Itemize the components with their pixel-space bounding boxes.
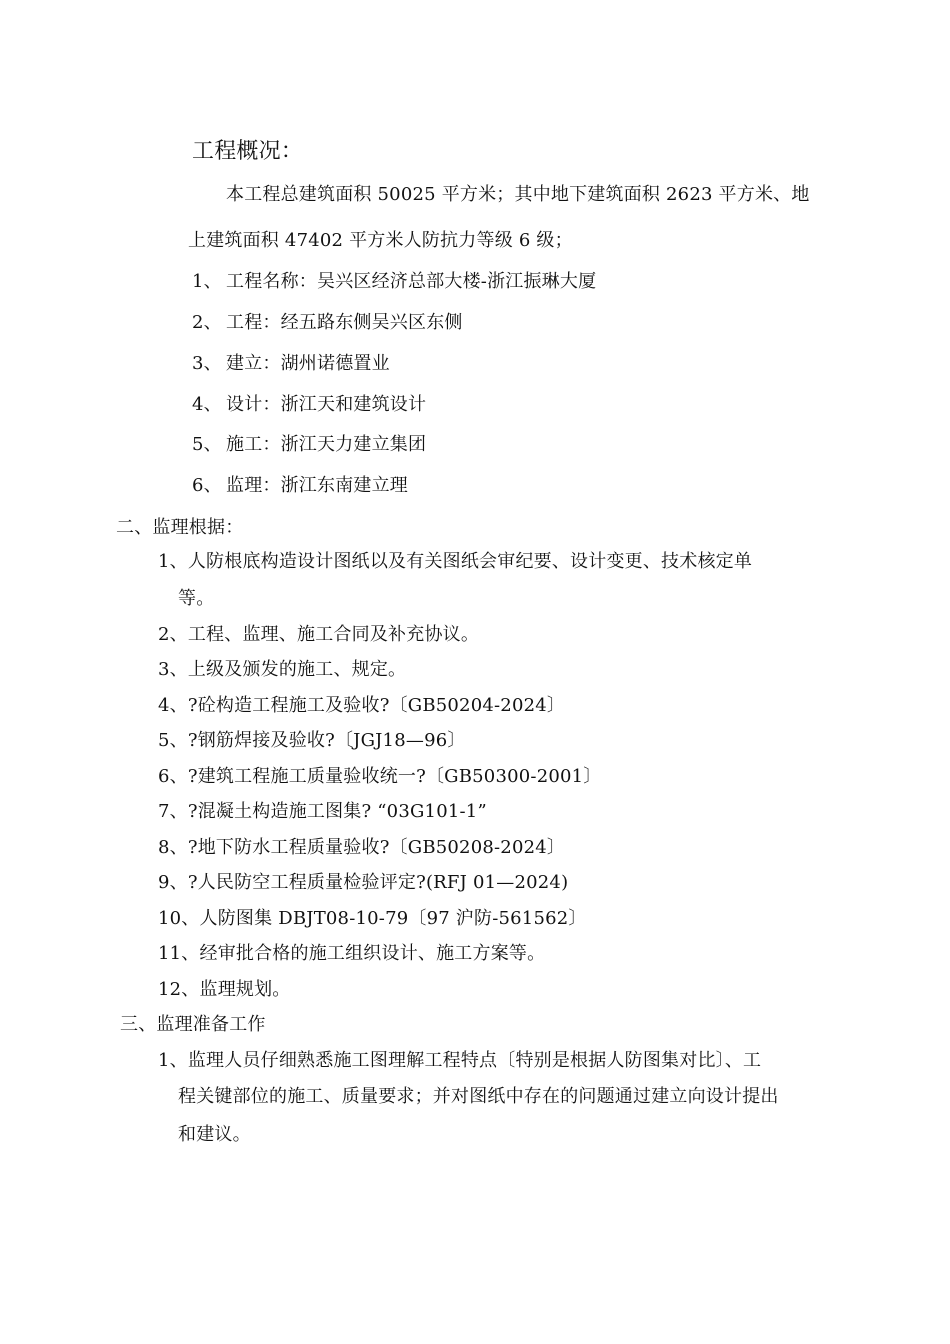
- overview-item-number: 2、: [192, 312, 222, 333]
- overview-item-text: 监理：浙江东南建立理: [226, 475, 408, 496]
- overview-paragraph-line-2: 上建筑面积 47402 平方米人防抗力等级 6 级；: [188, 230, 573, 251]
- basis-item: 1、人防根底构造设计图纸以及有关图纸会审纪要、设计变更、技术核定单: [158, 551, 753, 572]
- basis-item: 9、?人民防空工程质量检验评定?(RFJ 01—2024): [158, 872, 569, 893]
- overview-item-text: 工程：经五路东侧吴兴区东侧: [226, 312, 463, 333]
- basis-item: 11、经审批合格的施工组织设计、施工方案等。: [158, 943, 546, 964]
- overview-item: [192, 393, 426, 417]
- basis-item: 4、?砼构造工程施工及验收?〔GB50204-2024〕: [158, 695, 566, 716]
- basis-item: 3、上级及颁发的施工、规定。: [158, 659, 407, 680]
- basis-item: 等。: [178, 588, 215, 609]
- preparation-line: 和建议。: [178, 1124, 251, 1145]
- overview-item: [192, 270, 596, 294]
- preparation-heading: 三、监理准备工作: [120, 1014, 266, 1035]
- basis-item: 12、监理规划。: [158, 979, 291, 1000]
- overview-item-number: 1、: [192, 271, 222, 292]
- overview-item-number: 5、: [192, 434, 222, 455]
- overview-item-number: 4、: [192, 394, 222, 415]
- preparation-line: 1、监理人员仔细熟悉施工图理解工程特点〔特别是根据人防图集对比〕、工: [158, 1050, 762, 1071]
- overview-item: [192, 311, 463, 335]
- overview-item-number: 6、: [192, 475, 222, 496]
- basis-heading: 二、监理根据：: [116, 517, 244, 538]
- preparation-line: 程关键部位的施工、质量要求；并对图纸中存在的问题通过建立向设计提出: [178, 1086, 779, 1107]
- overview-item: [192, 352, 390, 376]
- basis-item: 5、?钢筋焊接及验收?〔JGJ18—96〕: [158, 730, 466, 751]
- overview-item-text: 设计：浙江天和建筑设计: [226, 394, 427, 415]
- basis-item: 6、?建筑工程施工质量验收统一?〔GB50300-2001〕: [158, 766, 602, 787]
- overview-paragraph-line-1: 本工程总建筑面积 50025 平方米；其中地下建筑面积 2623 平方米、地: [226, 184, 810, 205]
- basis-item: 8、?地下防水工程质量验收?〔GB50208-2024〕: [158, 837, 566, 858]
- overview-item-text: 工程名称：吴兴区经济总部大楼-浙江振琳大厦: [226, 271, 597, 292]
- basis-item: 10、人防图集 DBJT08-10-79〔97 沪防-561562〕: [158, 908, 587, 929]
- basis-item: 2、工程、监理、施工合同及补充协议。: [158, 624, 480, 645]
- overview-item: [192, 433, 426, 457]
- overview-item-text: 施工：浙江天力建立集团: [226, 434, 427, 455]
- overview-item: [192, 474, 408, 498]
- overview-item-number: 3、: [192, 353, 222, 374]
- basis-item: 7、?混凝土构造施工图集? “03G101-1”: [158, 801, 487, 822]
- overview-item-text: 建立：湖州诺德置业: [226, 353, 390, 374]
- overview-heading: 工程概况：: [192, 139, 304, 164]
